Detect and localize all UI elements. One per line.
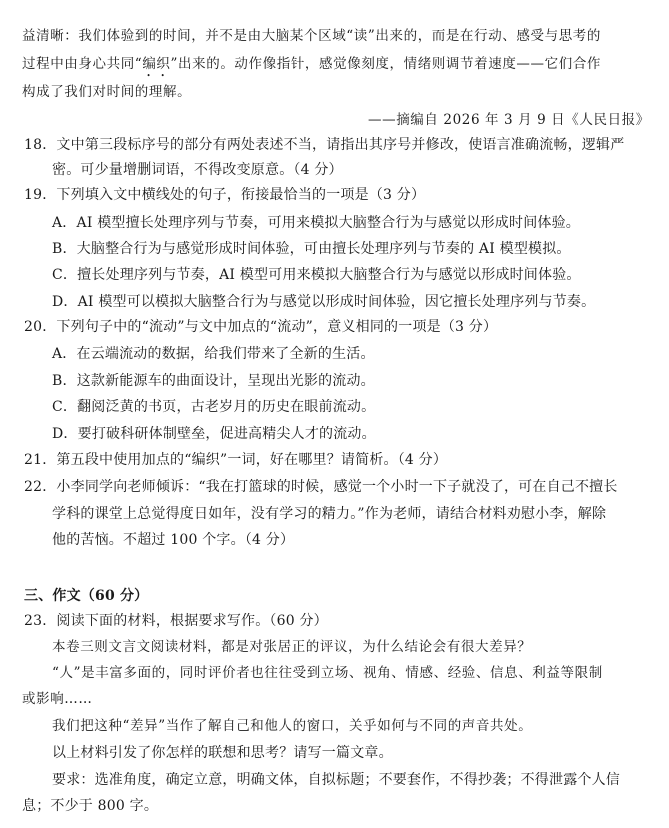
- question-20-option-c: C．翻阅泛黄的书页，古老岁月的历史在眼前流动。: [52, 399, 376, 415]
- passage-line-2-post: ”出来的。动作像指针，感觉像刻度，情绪则调节着速度——它们合作: [170, 56, 602, 72]
- dotted-word-bianzhi: 编织: [142, 56, 171, 72]
- passage-source: ——摘编自 2026 年 3 月 9 日《人民日报》: [368, 112, 650, 128]
- question-22-line-2: 学科的课堂上总觉得度日如年，没有学习的精力。”作为老师，请结合材料劝慰小李，解除: [52, 506, 607, 522]
- section-3-heading: 三、作文（60 分）: [24, 588, 149, 604]
- question-19-option-d: D．AI 模型可以模拟大脑整合行为与感觉以形成时间体验，因它擅长处理序列与节奏。: [52, 294, 596, 310]
- question-19-stem: 19．下列填入文中横线处的句子，衔接最恰当的一项是（3 分）: [24, 187, 426, 203]
- material-2-line-1: “人”是丰富多面的，同时评价者也往往受到立场、视角、情感、经验、信息、利益等限制: [52, 665, 603, 681]
- material-3: 我们把这种“差异”当作了解自己和他人的窗口，关乎如何与不同的声音共处。: [52, 718, 533, 734]
- question-19-option-c: C．擅长处理序列与节奏，AI 模型可用来模拟大脑整合行为与感觉以形成时间体验。: [52, 267, 581, 283]
- question-22-line-1: 22．小李同学向老师倾诉：“我在打篮球的时候，感觉一个小时一下子就没了，可在自己不擅长: [24, 479, 618, 495]
- question-20-stem: 20．下列句子中的“流动”与文中加点的“流动”，意义相同的一项是（3 分）: [24, 319, 498, 335]
- passage-line-2-pre: 过程中由身心共同“: [22, 56, 143, 72]
- material-1: 本卷三则文言文阅读材料，都是对张居正的评议，为什么结论会有很大差异？: [52, 639, 532, 655]
- question-20-option-a: A．在云端流动的数据，给我们带来了全新的生活。: [52, 346, 375, 362]
- passage-line-3: 构成了我们对时间的理解。: [22, 84, 192, 100]
- question-22-line-3: 他的苦恼。不超过 100 个字。（4 分）: [52, 532, 295, 548]
- question-18-line-2: 密。可少量增删词语，不得改变原意。（4 分）: [52, 162, 343, 178]
- question-21: 21．第五段中使用加点的“编织”一词，好在哪里？请简析。（4 分）: [24, 452, 448, 468]
- question-19-option-a: A．AI 模型擅长处理序列与节奏，可用来模拟大脑整合行为与感觉以形成时间体验。: [52, 215, 580, 231]
- requirements-line-1: 要求：选准角度，确定立意，明确文体，自拟标题；不要套作，不得抄袭；不得泄露个人信: [52, 772, 620, 788]
- question-19-option-b: B．大脑整合行为与感觉形成时间体验，可由擅长处理序列与节奏的 AI 模型模拟。: [52, 241, 571, 257]
- passage-line-2: [22, 55, 601, 80]
- question-20-option-b: B．这款新能源车的曲面设计，呈现出光影的流动。: [52, 373, 375, 389]
- passage-line-1: 益清晰：我们体验到的时间，并不是由大脑某个区域“读”出来的，而是在行动、感受与思考的: [22, 28, 602, 44]
- question-20-option-d: D．要打破科研体制壁垒，促进高精尖人才的流动。: [52, 426, 376, 442]
- writing-prompt: 以上材料引发了你怎样的联想和思考？请写一篇文章。: [52, 745, 393, 761]
- requirements-line-2: 息；不少于 800 字。: [22, 798, 159, 814]
- question-23: 23．阅读下面的材料，根据要求写作。（60 分）: [24, 613, 328, 629]
- material-2-line-2: 或影响……: [22, 691, 93, 707]
- question-18-line-1: 18．文中第三段标序号的部分有两处表述不当，请指出其序号并修改，使语言准确流畅，逻辑严: [24, 137, 625, 153]
